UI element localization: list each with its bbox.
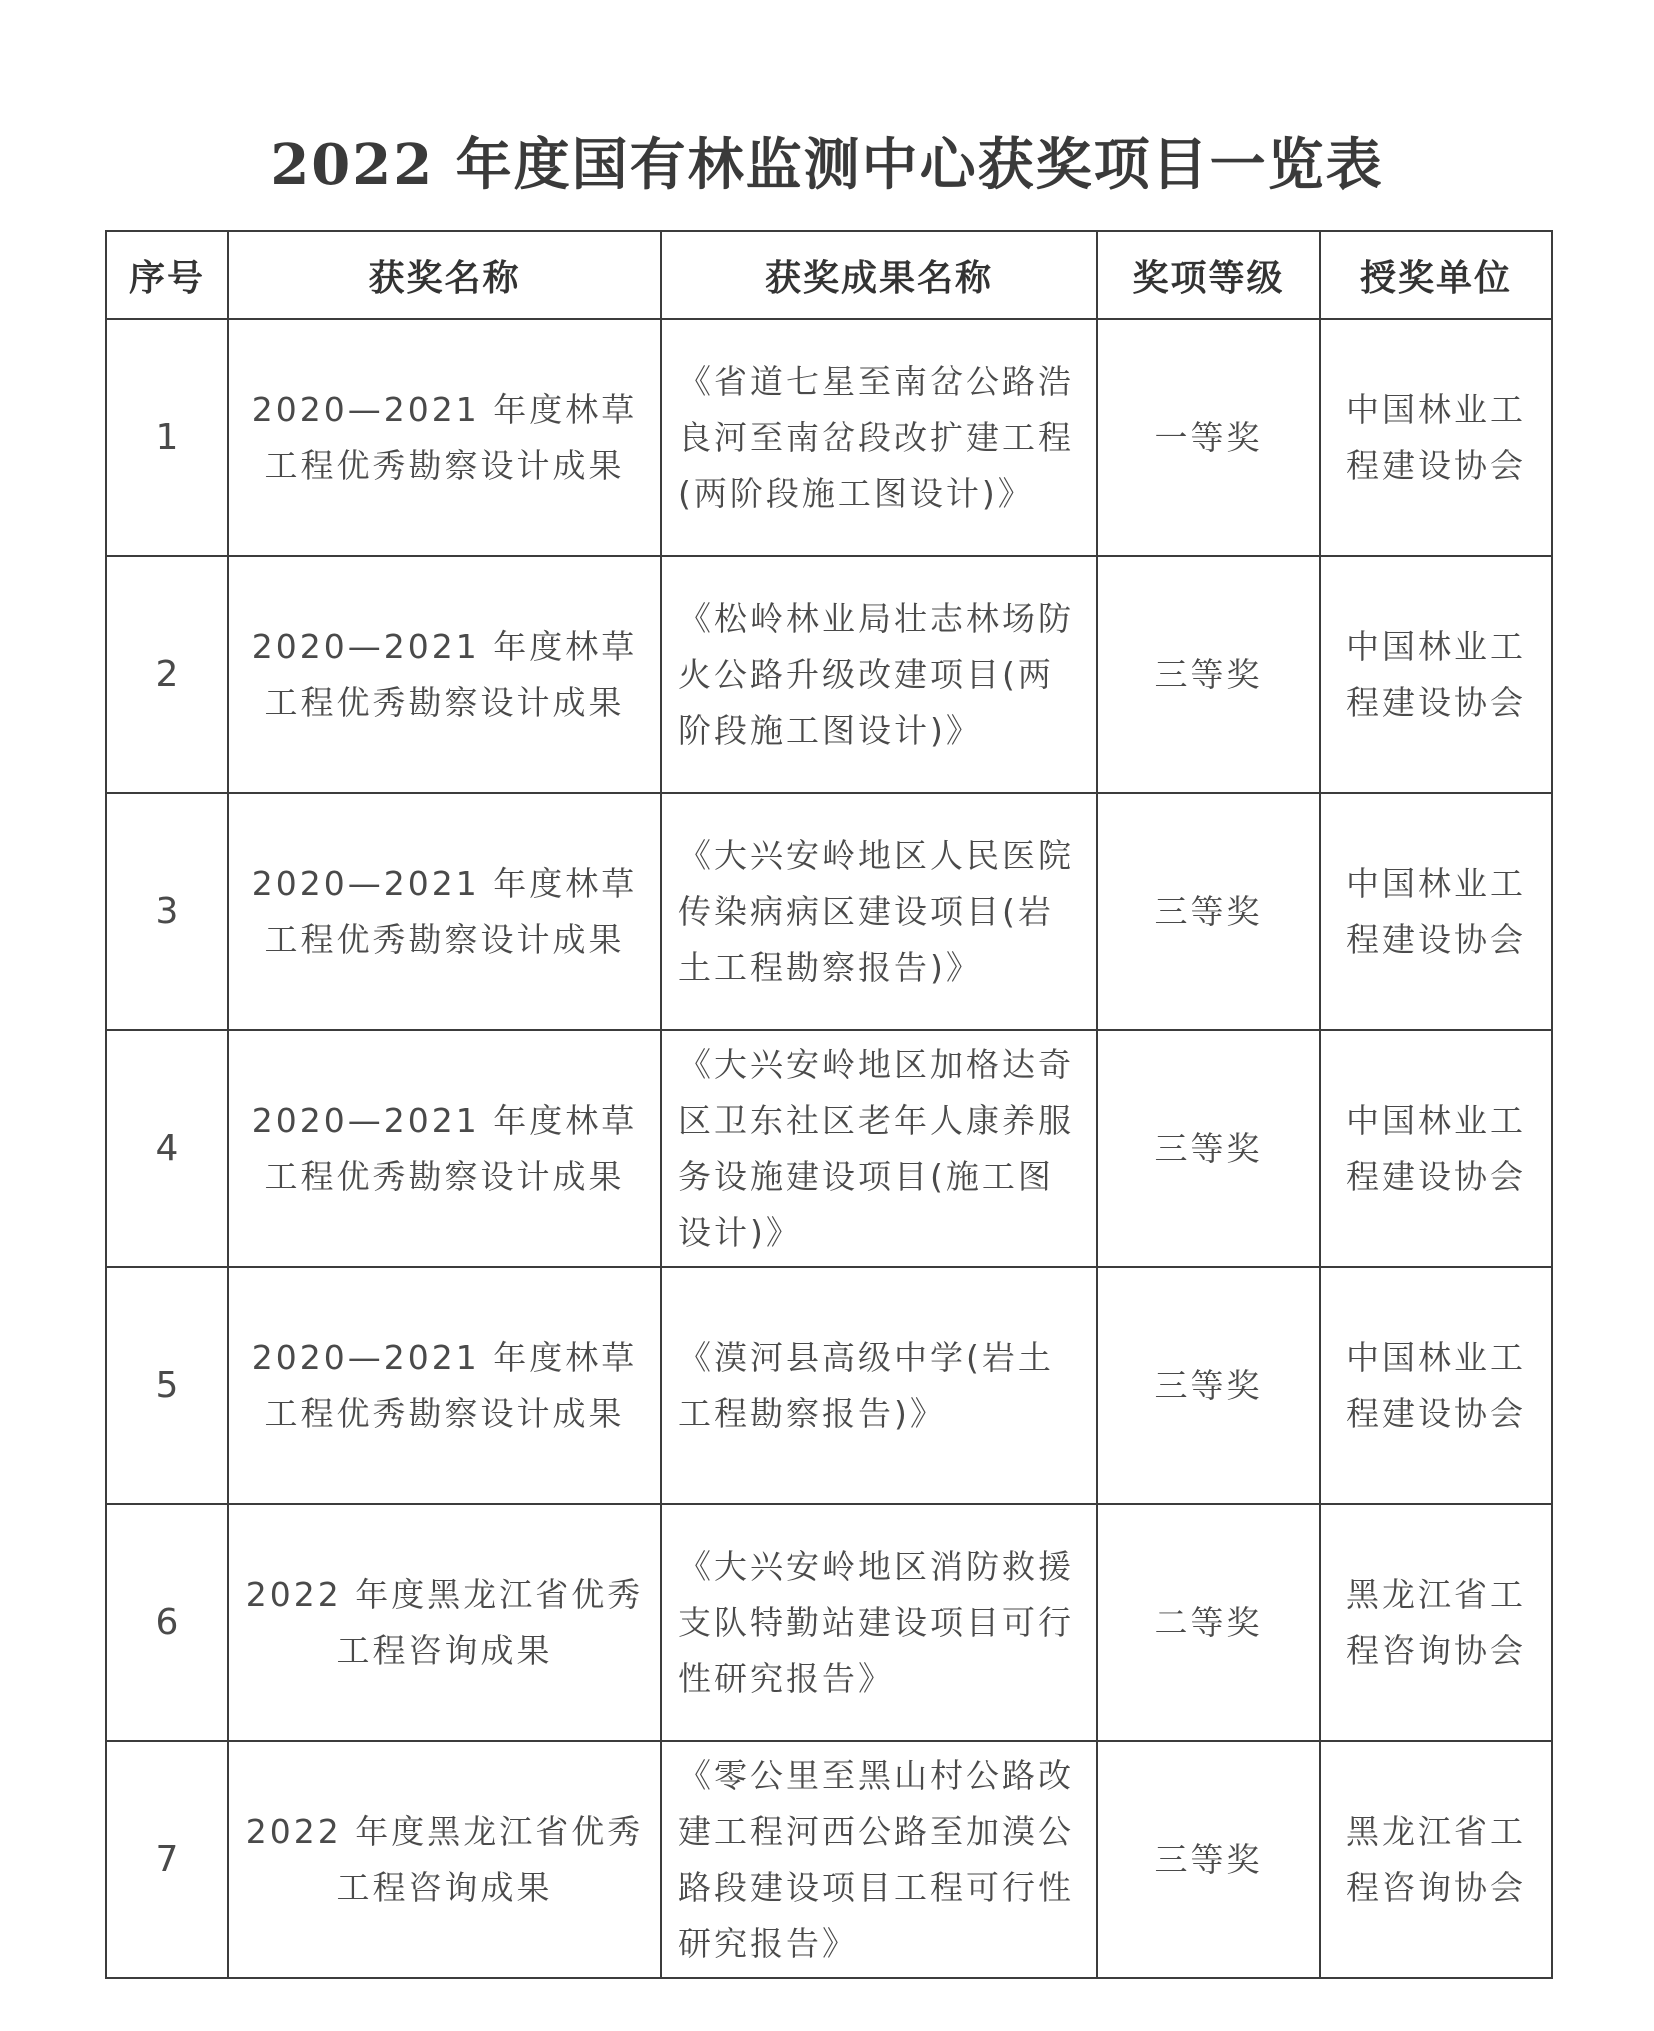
row-award-name	[228, 1267, 661, 1504]
header-num: 序号	[106, 231, 228, 319]
header-issuer: 授奖单位	[1320, 231, 1552, 319]
row-award-level: 三等奖	[1097, 556, 1320, 793]
row-award-name	[228, 319, 661, 556]
row-issuer	[1320, 1030, 1552, 1267]
row-result-name: 《大兴安岭地区消防救援支队特勤站建设项目可行性研究报告》	[661, 1504, 1097, 1741]
row-result-name: 《大兴安岭地区人民医院传染病病区建设项目(岩土工程勘察报告)》	[661, 793, 1097, 1030]
table-row	[106, 793, 1552, 1030]
table-row	[106, 1267, 1552, 1504]
issuer-text: 中国林业工程建设协会	[1346, 626, 1526, 722]
table-row	[106, 1504, 1552, 1741]
page-title: 2022 年度国有林监测中心获奖项目一览表	[270, 132, 1384, 198]
row-num: 2	[106, 556, 228, 793]
row-award-level: 三等奖	[1097, 1030, 1320, 1267]
row-num: 5	[106, 1267, 228, 1504]
issuer-text: 中国林业工程建设协会	[1346, 1337, 1526, 1433]
header-award-level: 奖项等级	[1097, 231, 1320, 319]
row-issuer	[1320, 1267, 1552, 1504]
table-header-row	[106, 231, 1552, 319]
award-name-text: 2020—2021 年度林草工程优秀勘察设计成果	[251, 626, 638, 722]
row-award-name	[228, 793, 661, 1030]
row-award-name	[228, 1741, 661, 1978]
award-name-text: 2022 年度黑龙江省优秀工程咨询成果	[245, 1574, 644, 1670]
row-issuer	[1320, 1504, 1552, 1741]
row-award-name	[228, 1030, 661, 1267]
row-award-level: 三等奖	[1097, 1267, 1320, 1504]
table-row	[106, 1741, 1552, 1978]
award-name-text: 2020—2021 年度林草工程优秀勘察设计成果	[251, 389, 638, 485]
issuer-text: 中国林业工程建设协会	[1346, 389, 1526, 485]
awards-table	[105, 230, 1553, 1979]
row-num: 1	[106, 319, 228, 556]
row-num: 3	[106, 793, 228, 1030]
row-result-name: 《大兴安岭地区加格达奇区卫东社区老年人康养服务设施建设项目(施工图设计)》	[661, 1030, 1097, 1267]
row-award-level: 三等奖	[1097, 1741, 1320, 1978]
row-num: 7	[106, 1741, 228, 1978]
row-num: 6	[106, 1504, 228, 1741]
award-name-text: 2020—2021 年度林草工程优秀勘察设计成果	[251, 863, 638, 959]
row-award-level: 一等奖	[1097, 319, 1320, 556]
row-issuer	[1320, 556, 1552, 793]
row-issuer	[1320, 793, 1552, 1030]
row-result-name: 《省道七星至南岔公路浩良河至南岔段改扩建工程(两阶段施工图设计)》	[661, 319, 1097, 556]
row-award-level: 二等奖	[1097, 1504, 1320, 1741]
award-name-text: 2020—2021 年度林草工程优秀勘察设计成果	[251, 1337, 638, 1433]
row-issuer	[1320, 319, 1552, 556]
award-name-text: 2020—2021 年度林草工程优秀勘察设计成果	[251, 1100, 638, 1196]
table-row	[106, 319, 1552, 556]
row-result-name: 《松岭林业局壮志林场防火公路升级改建项目(两阶段施工图设计)》	[661, 556, 1097, 793]
table-row	[106, 1030, 1552, 1267]
issuer-text: 中国林业工程建设协会	[1346, 863, 1526, 959]
table-row	[106, 556, 1552, 793]
row-award-name	[228, 556, 661, 793]
issuer-text: 中国林业工程建设协会	[1346, 1100, 1526, 1196]
row-num: 4	[106, 1030, 228, 1267]
row-award-name	[228, 1504, 661, 1741]
award-name-text: 2022 年度黑龙江省优秀工程咨询成果	[245, 1811, 644, 1907]
issuer-text: 黑龙江省工程咨询协会	[1346, 1574, 1526, 1670]
header-result-name: 获奖成果名称	[661, 231, 1097, 319]
issuer-text: 黑龙江省工程咨询协会	[1346, 1811, 1526, 1907]
row-result-name: 《零公里至黑山村公路改建工程河西公路至加漠公路段建设项目工程可行性研究报告》	[661, 1741, 1097, 1978]
row-award-level: 三等奖	[1097, 793, 1320, 1030]
row-result-name: 《漠河县高级中学(岩土工程勘察报告)》	[661, 1267, 1097, 1504]
header-award-name: 获奖名称	[228, 231, 661, 319]
row-issuer	[1320, 1741, 1552, 1978]
